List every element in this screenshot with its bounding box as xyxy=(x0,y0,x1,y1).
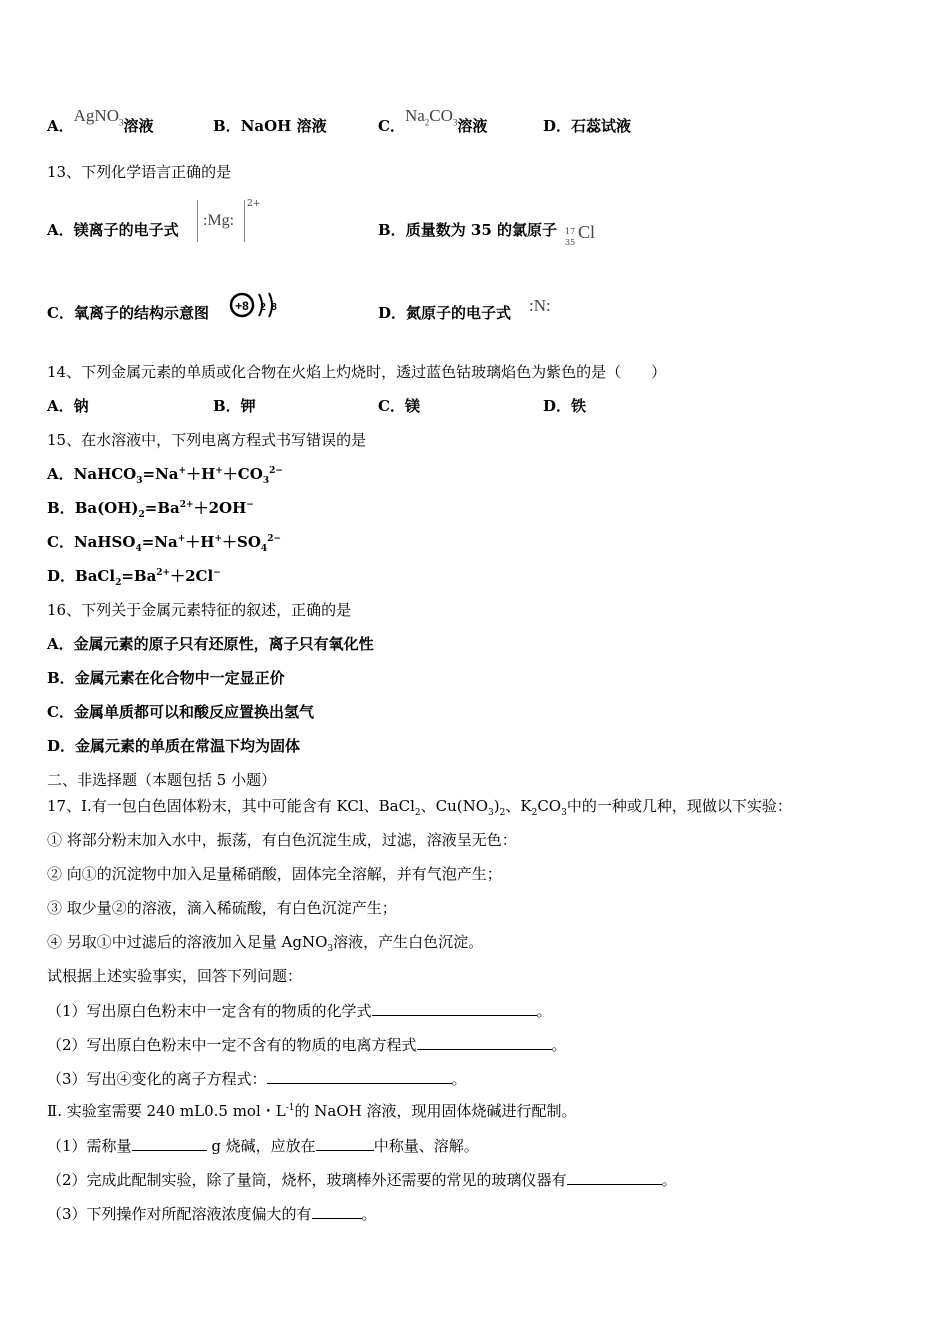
q12-option-d: D．石蕊试液 xyxy=(543,117,632,135)
q16-option-d: D．金属元素的单质在常温下均为固体 xyxy=(47,737,301,755)
nitrogen-lewis-structure xyxy=(527,293,559,323)
nucleus-charge: +8 xyxy=(235,299,249,313)
na2co3-formula: $Na_2CO_3$ xyxy=(404,106,458,128)
q17-step-4: ④ 另取①中过滤后的溶液加入足量 AgNO$_3$溶液，产生白色沉淀。 xyxy=(47,933,484,954)
q14-option-c: C．镁 xyxy=(378,397,420,415)
q17-step-3: ③ 取少量②的溶液，滴入稀硫酸，有白色沉淀产生； xyxy=(47,899,397,917)
mg-ion-lewis-structure xyxy=(197,200,267,246)
q17-part2-q3: （3）下列操作对所配溶液浓度偏大的有 。 xyxy=(47,1205,377,1223)
mg-charge: 2+ xyxy=(247,199,261,209)
q17-part1-q1: （1）写出原白色粉末中一定含有的物质的化学式 。 xyxy=(47,1002,552,1020)
answer-blank-3[interactable] xyxy=(267,1068,452,1084)
q12-option-a: A．AgNO$_3$溶液 xyxy=(47,106,154,135)
q15-stem: 15、在水溶液中，下列电离方程式书写错误的是 xyxy=(47,431,367,449)
answer-blank-glassware[interactable] xyxy=(567,1169,662,1185)
q12-option-b: B．NaOH 溶液 xyxy=(213,117,327,135)
q13-option-b: B．质量数为 35 的氯原子 xyxy=(378,221,558,239)
q15-option-b: B．$Ba(OH)_2=Ba^{2+}+2OH^-$ xyxy=(47,499,254,520)
q17-part2-q1: （1）需称量 g 烧碱，应放在 中称量、溶解。 xyxy=(47,1137,479,1155)
q15-option-c: C．$NaHSO_4=Na^++H^++SO_4^{2-}$ xyxy=(47,533,281,554)
section-2-heading: 二、非选择题（本题包括 5 小题） xyxy=(47,771,277,789)
q13-option-c: C．氧离子的结构示意图 xyxy=(47,304,209,322)
atomic-number: 17 xyxy=(565,227,576,236)
q14-option-b: B．钾 xyxy=(213,397,256,415)
answer-blank-operations[interactable] xyxy=(312,1203,362,1219)
q17-step-1: ① 将部分粉末加入水中，振荡，有白色沉淀生成，过滤，溶液呈无色： xyxy=(47,831,517,849)
n-symbol: :N: xyxy=(529,296,551,315)
q13-option-d: D．氮原子的电子式 xyxy=(378,304,512,322)
q16-option-a: A．金属元素的原子只有还原性，离子只有氧化性 xyxy=(47,635,374,653)
q16-option-c: C．金属单质都可以和酸反应置换出氢气 xyxy=(47,703,314,721)
q14-option-a: A．钠 xyxy=(47,397,89,415)
answer-blank-mass[interactable] xyxy=(132,1135,207,1151)
q17-part2-intro: Ⅱ. 实验室需要 240 mL0.5 mol・$L^{-1}$的 NaOH 溶液，现用固体烧碱进行配制。 xyxy=(47,1102,577,1120)
q16-stem: 16、下列关于金属元素特征的叙述，正确的是 xyxy=(47,601,352,619)
chlorine-isotope xyxy=(565,218,605,248)
shell-2-electrons: 8 xyxy=(271,302,277,313)
q15-option-d: D．$BaCl_2=Ba^{2+}+2Cl^-$ xyxy=(47,567,221,588)
oxygen-ion-structure-diagram xyxy=(228,289,288,325)
agno3-formula: AgNO$_3$ xyxy=(73,106,124,128)
mass-number: 35 xyxy=(565,238,576,247)
q17-part2-q2: （2）完成此配制实验，除了量筒，烧杯，玻璃棒外还需要的常见的玻璃仪器有 。 xyxy=(47,1171,677,1189)
answer-blank-container[interactable] xyxy=(316,1135,374,1151)
shell-1-electrons: 2 xyxy=(260,302,266,313)
answer-blank-2[interactable] xyxy=(417,1034,552,1050)
q16-option-b: B．金属元素在化合物中一定显正价 xyxy=(47,669,285,687)
q17-intro: 17、Ⅰ.有一包白色固体粉末，其中可能含有 KCl、BaCl$_2$、$Cu(NO_3)_2$、$K_2CO_3$中的一种或几种，现做以下实验： xyxy=(47,797,792,818)
q15-option-a: A．$NaHCO_3=Na^++H^++CO_3^{2-}$ xyxy=(47,465,283,486)
mg-symbol: :Mg: xyxy=(203,212,235,229)
q17-prompt: 试根据上述实验事实，回答下列问题： xyxy=(47,967,303,985)
q12-option-c: C．$Na_2CO_3$溶液 xyxy=(378,106,488,135)
q13-option-a: A．镁离子的电子式 xyxy=(47,221,179,239)
q14-option-d: D．铁 xyxy=(543,397,587,415)
answer-blank-1[interactable] xyxy=(372,1000,537,1016)
q17-part1-q3: （3）写出④变化的离子方程式： 。 xyxy=(47,1070,467,1088)
cl-symbol: Cl xyxy=(578,222,596,242)
q17-step-2: ② 向①的沉淀物中加入足量稀硝酸，固体完全溶解，并有气泡产生； xyxy=(47,865,502,883)
q13-stem: 13、下列化学语言正确的是 xyxy=(47,163,232,181)
oxygen-diagram-icon xyxy=(228,289,288,325)
q17-part1-q2: （2）写出原白色粉末中一定不含有的物质的电离方程式 。 xyxy=(47,1036,567,1054)
q14-stem: 14、下列金属元素的单质或化合物在火焰上灼烧时，透过蓝色钴玻璃焰色为紫色的是（ ） xyxy=(47,363,667,381)
